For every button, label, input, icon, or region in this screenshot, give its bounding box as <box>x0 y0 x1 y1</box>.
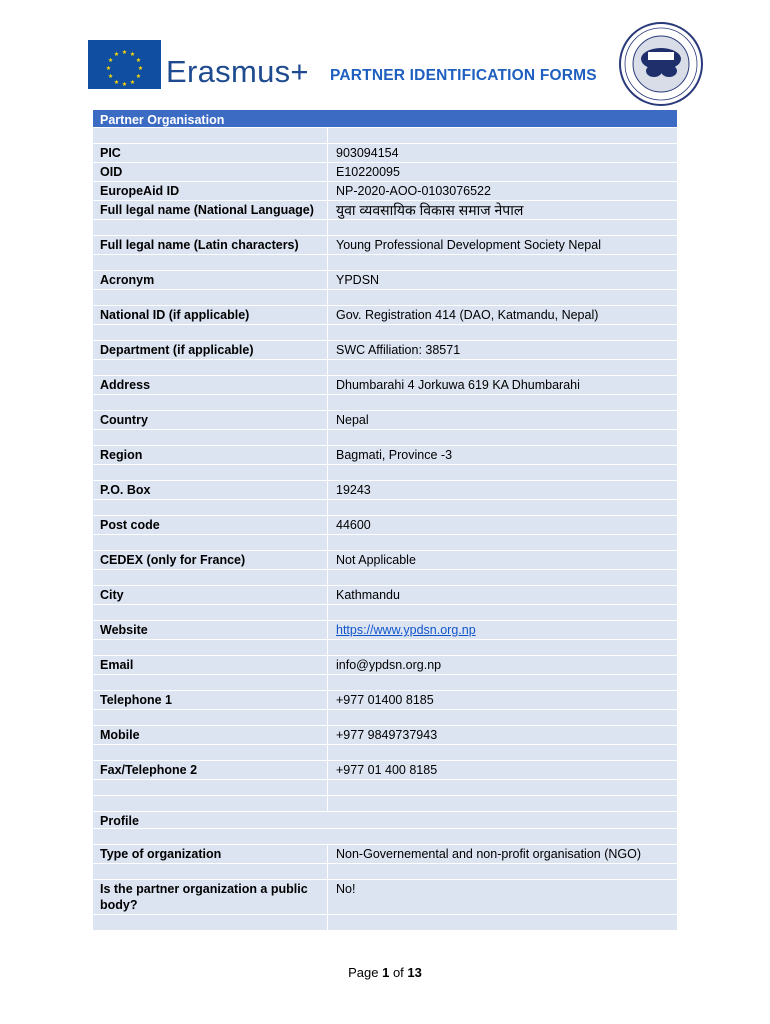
field-label: Is the partner organization a public body? <box>100 882 308 912</box>
spacer-row <box>93 570 677 586</box>
spacer-row <box>93 128 677 144</box>
field-label: Full legal name (Latin characters) <box>100 238 299 252</box>
spacer-row <box>93 745 677 761</box>
field-value: Bagmati, Province -3 <box>327 446 677 464</box>
field-row-city <box>93 586 677 605</box>
field-label: OID <box>100 165 123 179</box>
field-label: Acronym <box>100 273 155 287</box>
field-label: Address <box>100 378 151 392</box>
svg-text:★: ★ <box>129 51 136 59</box>
field-value: Gov. Registration 414 (DAO, Katmandu, Nepal) <box>327 306 677 324</box>
total-pages: 13 <box>407 965 422 980</box>
field-value: युवा व्यवसायिक विकास समाज नेपाल <box>327 201 677 219</box>
field-label: P.O. Box <box>100 483 151 497</box>
spacer-row <box>93 829 677 845</box>
field-value: YPDSN <box>327 271 677 289</box>
field-label: City <box>100 588 124 602</box>
website-link[interactable]: https://www.ypdsn.org.np <box>336 623 476 637</box>
field-label: Email <box>100 658 134 672</box>
field-row-pic <box>93 144 677 163</box>
field-value: NP-2020-AOO-0103076522 <box>327 182 677 200</box>
ypdsn-seal-logo <box>618 21 704 107</box>
field-label: Mobile <box>100 728 140 742</box>
spacer-row <box>93 360 677 376</box>
field-row-country <box>93 411 677 430</box>
svg-text:★: ★ <box>113 78 120 86</box>
field-row-region <box>93 446 677 465</box>
field-value: +977 01400 8185 <box>327 691 677 709</box>
spacer-row <box>93 535 677 551</box>
field-value: 19243 <box>327 481 677 499</box>
field-row-legal-name-latin <box>93 236 677 255</box>
field-row-fax-telephone-2 <box>93 761 677 780</box>
field-row-department <box>93 341 677 360</box>
field-label: Region <box>100 448 143 462</box>
svg-text:★: ★ <box>121 81 128 88</box>
field-value: Young Professional Development Society Nepal <box>327 236 677 254</box>
field-value: 44600 <box>327 516 677 534</box>
field-value: 903094154 <box>327 144 677 162</box>
field-label: PIC <box>100 146 121 160</box>
svg-text:★: ★ <box>107 57 114 64</box>
field-label: Full legal name (National Language) <box>100 203 314 217</box>
field-value: +977 9849737943 <box>327 726 677 744</box>
field-label: EuropeAid ID <box>100 184 180 198</box>
field-value: No! <box>327 880 677 914</box>
spacer-row <box>93 605 677 621</box>
field-label: Telephone 1 <box>100 693 173 707</box>
current-page: 1 <box>382 965 390 980</box>
field-label: Country <box>100 413 148 427</box>
section-title: Profile <box>100 814 139 828</box>
section-title: Partner Organisation <box>100 113 225 127</box>
field-label: Department (if applicable) <box>100 343 254 357</box>
spacer-row <box>93 465 677 481</box>
field-value: E10220095 <box>327 163 677 181</box>
erasmus-plus-logo: Erasmus+ <box>166 54 309 89</box>
field-value: Dhumbarahi 4 Jorkuwa 619 KA Dhumbarahi <box>327 376 677 394</box>
svg-text:★: ★ <box>121 49 128 56</box>
field-label: Website <box>100 623 148 637</box>
section-header-partner-organisation <box>93 110 677 128</box>
field-row-acronym <box>93 271 677 290</box>
field-label: Post code <box>100 518 160 532</box>
field-row-public-body <box>93 880 677 915</box>
field-row-telephone-1 <box>93 691 677 710</box>
spacer-row <box>93 325 677 341</box>
field-row-legal-name-national <box>93 201 677 220</box>
page-number <box>0 965 770 980</box>
of-word: of <box>392 965 404 980</box>
field-row-oid <box>93 163 677 182</box>
svg-text:★: ★ <box>135 57 142 64</box>
svg-text:★: ★ <box>129 78 136 86</box>
field-label: CEDEX (only for France) <box>100 553 246 567</box>
field-row-po-box <box>93 481 677 500</box>
svg-text:★: ★ <box>135 73 142 80</box>
field-value: Not Applicable <box>327 551 677 569</box>
spacer-row <box>93 675 677 691</box>
field-row-email <box>93 656 677 675</box>
spacer-row <box>93 640 677 656</box>
field-value: Non-Governemental and non-profit organisation (NGO) <box>327 845 677 863</box>
field-row-cedex <box>93 551 677 570</box>
spacer-row <box>93 255 677 271</box>
field-label: National ID (if applicable) <box>100 308 250 322</box>
svg-text:★: ★ <box>107 73 114 80</box>
document-header <box>0 0 770 110</box>
spacer-row <box>93 796 677 812</box>
field-row-organization-type <box>93 845 677 864</box>
field-value: +977 01 400 8185 <box>327 761 677 779</box>
field-value: Kathmandu <box>327 586 677 604</box>
spacer-row <box>93 500 677 516</box>
spacer-row <box>93 395 677 411</box>
field-label: Type of organization <box>100 847 222 861</box>
spacer-row <box>93 290 677 306</box>
spacer-row <box>93 864 677 880</box>
spacer-row <box>93 220 677 236</box>
page-word: Page <box>348 965 379 980</box>
field-value: info@ypdsn.org.np <box>327 656 677 674</box>
field-row-website <box>93 621 677 640</box>
field-row-mobile <box>93 726 677 745</box>
eu-flag-logo <box>88 40 161 89</box>
form-title: PARTNER IDENTIFICATION FORMS <box>330 67 597 84</box>
field-row-europeaid-id <box>93 182 677 201</box>
spacer-row <box>93 780 677 796</box>
field-value: SWC Affiliation: 38571 <box>327 341 677 359</box>
section-header-profile <box>93 812 677 829</box>
eu-stars-icon <box>88 40 161 89</box>
field-row-address <box>93 376 677 395</box>
field-value <box>327 621 677 639</box>
field-value: Nepal <box>327 411 677 429</box>
field-row-national-id <box>93 306 677 325</box>
field-label: Fax/Telephone 2 <box>100 763 198 777</box>
spacer-row <box>93 430 677 446</box>
svg-text:★: ★ <box>105 65 112 72</box>
spacer-row <box>93 710 677 726</box>
partner-form-table <box>93 110 677 931</box>
svg-text:★: ★ <box>137 65 144 72</box>
field-row-post-code <box>93 516 677 535</box>
spacer-row <box>93 915 677 931</box>
svg-text:★: ★ <box>113 51 120 59</box>
